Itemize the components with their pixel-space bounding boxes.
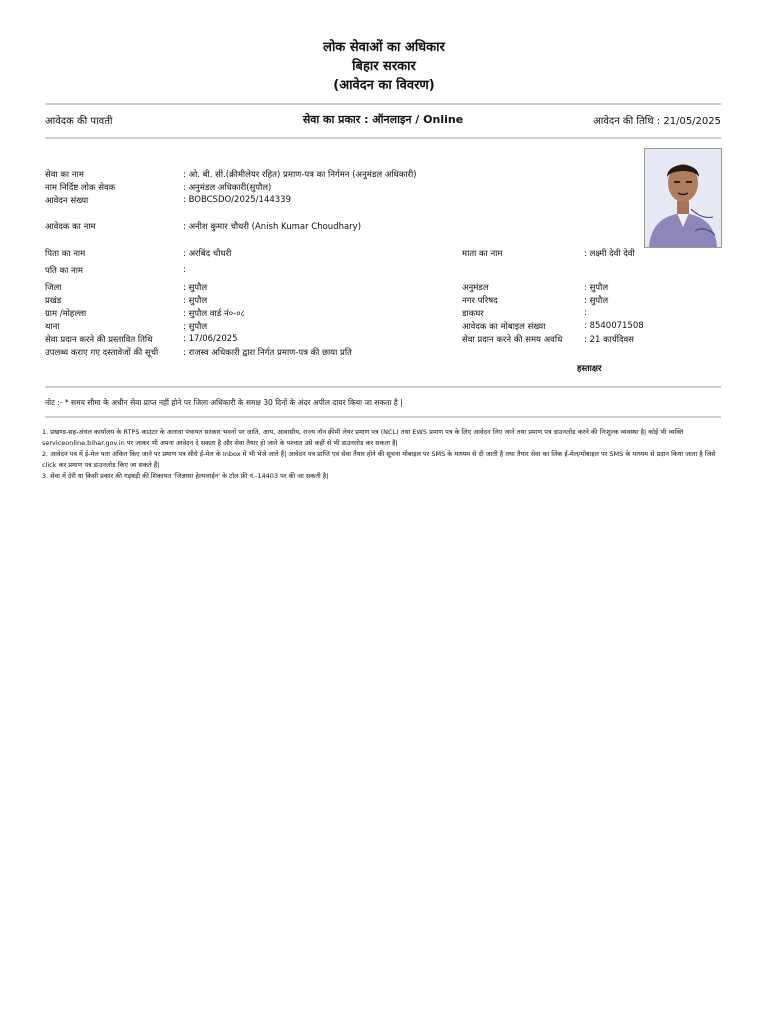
- note-divider: [45, 386, 721, 388]
- service-name-label: सेवा का नाम: [45, 170, 84, 180]
- documents-label: उपलब्ध कराए गए दस्तावेजों की सूची: [45, 348, 159, 358]
- nagar-value: : सुपौल: [584, 296, 609, 306]
- service-type: सेवा का प्रकार : ऑनलाइन / Online: [302, 113, 464, 126]
- applicant-name-label: आवेदक का नाम: [45, 222, 96, 232]
- proposed-date-label: सेवा प्रदान करने की प्रस्तावित तिथि: [45, 335, 153, 345]
- subdivision-label: अनुमंडल: [462, 283, 489, 293]
- header-divider: [45, 137, 721, 139]
- district-label: जिला: [45, 283, 62, 293]
- application-number-label: आवेदन संख्या: [45, 196, 89, 206]
- footnote-divider: [45, 416, 721, 418]
- police-station-label: थाना: [45, 322, 60, 332]
- officer-value: : अनुमंडल अधिकारी(सुपौल): [183, 183, 272, 193]
- signature-label: हस्ताक्षर: [577, 364, 602, 374]
- service-name-value: : ओ. बी. सी.(क्रीमीलेयर रहित) प्रमाण-पत्र का निर्गमन (अनुमंडल अधिकारी): [183, 170, 417, 180]
- subdivision-value: : सुपौल: [584, 283, 609, 293]
- mobile-value: : 8540071508: [584, 321, 644, 331]
- block-label: प्रखंड: [45, 296, 62, 306]
- time-limit-value: : 21 कार्यदिवस: [584, 335, 634, 345]
- top-divider: [45, 103, 721, 105]
- post-office-value: :: [584, 308, 587, 318]
- footnote-1: 1. प्रखण्ड-सह-अंचल कार्यालय के RTPS काउंटर के अलावा पंचायत सरकार भवनों पर जाति, आय, आवासीय, राज्य नॉन क्रीमी लेयर प्रमाण पत्र (NCL) तथा EWS प्रमाण पत्र के लिए आवेदन लिए जाने तथा प्रमाण पत्र डाउनलोड करने की निःशुल्क व्यवस्था है| कोई भी व्यक्ति serviceonline.bihar.gov.in पर जाकर भी अपना आवेदन दे सकता है और सेवा तैयार हो जाने के पश्चात उसे कहीं से भी डाउनलोड कर सकता है|: [42, 428, 684, 447]
- document-header: [0, 38, 768, 95]
- documents-value: : राजस्व अधिकारी द्वारा निर्गत प्रमाण-पत्र की छाया प्रति: [183, 348, 352, 358]
- father-name-label: पिता का नाम: [45, 249, 86, 259]
- application-number-value: : BOBCSDO/2025/144339: [183, 195, 291, 205]
- mobile-label: आवेदक का मोबाइल संख्या: [462, 322, 546, 332]
- husband-name-value: :: [183, 265, 186, 275]
- header-title: लोक सेवाओं का अधिकार: [323, 40, 445, 55]
- appeal-note: नोट :- * समय सीमा के अधीन सेवा प्राप्त नहीं होने पर जिला अधिकारी के समक्ष 30 दिनों के अंदर अपील दायर किया जा सकता है |: [45, 398, 403, 407]
- officer-label: नाम निर्दिष्ट लोक सेवक: [45, 183, 116, 193]
- time-limit-label: सेवा प्रदान करने की समय अवधि: [462, 335, 563, 345]
- village-label: ग्राम /मोहल्ला: [45, 309, 87, 319]
- footnote-2: 2. आवेदन पत्र में ई-मेल पता अंकित किए जाने पर प्रमाण पत्र सीधे ई-मेल के Inbox में भी भेजे जाते हैं| आवेदन पत्र प्राप्ति एवं सेवा तैयार होने की सूचना मोबाइल पर SMS के माध्यम से दी जाती है तथा तैयार सेवा का लिंक ई-मेल/मोबाइल पर SMS के माध्यम से प्रदान किया जाता है जिसे click कर प्रमाण पत्र डाउनलोड किए जा सकते हैं|: [42, 450, 716, 469]
- village-value: : सुपौल वार्ड नं०-०८: [183, 309, 246, 319]
- acknowledgement-label: आवेदक की पावती: [45, 116, 113, 127]
- footnote-3: 3. सेवा में देरी या किसी प्रकार की गड़बड़ी की शिकायत 'जिज्ञासा हेल्पलाईन' के टॉल फ्री नं.-14403 पर की जा सकती है|: [42, 472, 329, 480]
- husband-name-label: पति का नाम: [45, 266, 84, 276]
- applicant-name-value: : अनीश कुमार चौधरी (Anish Kumar Choudhary): [183, 222, 362, 232]
- header-subtitle: (आवेदन का विवरण): [333, 78, 435, 93]
- post-office-label: डाकघर: [462, 309, 484, 319]
- application-date: आवेदन की तिथि : 21/05/2025: [593, 116, 721, 127]
- applicant-photo: [644, 148, 722, 248]
- police-station-value: : सुपौल: [183, 322, 208, 332]
- footnotes: [42, 427, 720, 482]
- header-government: बिहार सरकार: [352, 59, 416, 74]
- nagar-label: नगर परिषद: [462, 296, 498, 306]
- block-value: : सुपौल: [183, 296, 208, 306]
- mother-name-value: : लक्ष्मी देवी देवी: [584, 249, 635, 259]
- district-value: : सुपौल: [183, 283, 208, 293]
- father-name-value: : अरबिंद चौधरी: [183, 249, 232, 259]
- mother-name-label: माता का नाम: [462, 249, 503, 259]
- proposed-date-value: : 17/06/2025: [183, 334, 238, 344]
